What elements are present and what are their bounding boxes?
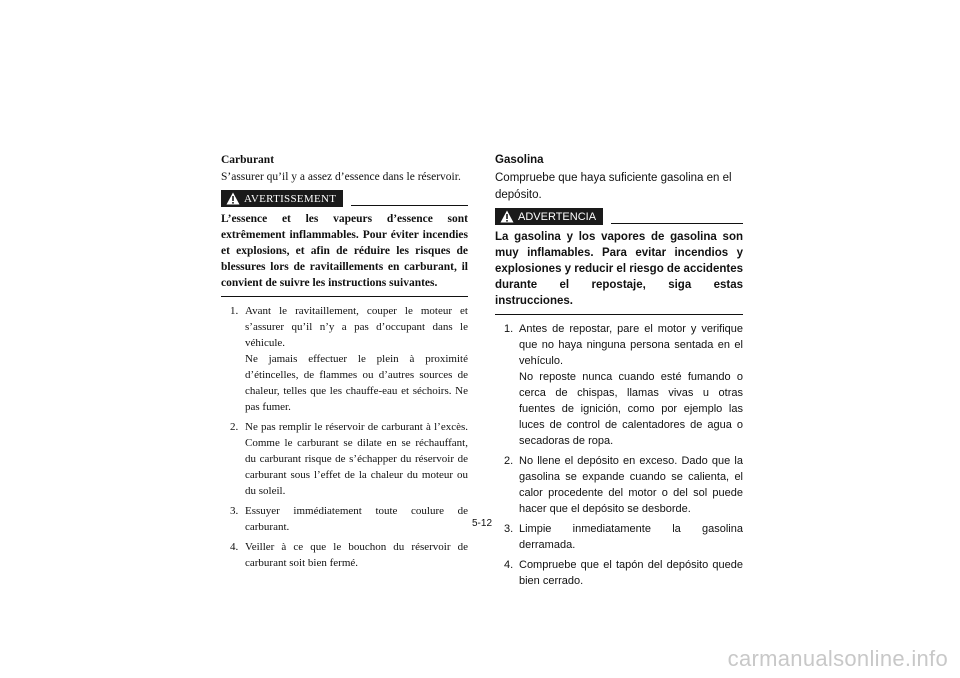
warning-rule — [611, 223, 743, 224]
warning-label: ADVERTENCIA — [518, 210, 597, 223]
list-item — [221, 303, 468, 415]
section-heading: Gasolina — [495, 154, 544, 166]
item-number: 2. — [504, 455, 514, 467]
item-number: 3. — [230, 505, 239, 517]
warning-header — [221, 190, 468, 207]
intro-text: Compruebe que haya suficiente gasolina en el depósito. — [495, 172, 732, 201]
warning-badge — [221, 190, 343, 207]
section-heading: Carburant — [221, 154, 275, 166]
item-text: Antes de repostar, pare el motor y verifique que no haya ninguna persona sentada en el vehículo. — [519, 323, 743, 367]
item-number: 4. — [504, 559, 514, 571]
item-text: Limpie inmediatamente la gasolina derramada. — [519, 523, 743, 551]
instruction-list — [495, 321, 743, 589]
spanish-column — [495, 152, 743, 593]
list-item — [221, 539, 468, 571]
item-number: 1. — [230, 305, 239, 317]
item-number: 4. — [230, 541, 239, 553]
item-text: Essuyer immédiatement toute coulure de carburant. — [245, 505, 468, 533]
warning-text: L’essence et les vapeurs d’essence sont extrêmement inflammables. Pour éviter incendies et explosions, et afin de réduire les risques de blessures lors de ravitaillements en carburant, il convient de suivre les instructions suivantes. — [221, 213, 468, 289]
item-extra-text: Ne jamais effectuer le plein à proximité d’étincelles, de flammes ou d’autres sources de chaleur, telles que les chauffe-eau et séchoirs. Ne pas fumer. — [245, 353, 468, 413]
warning-badge — [495, 208, 603, 225]
warning-triangle-icon — [226, 192, 240, 205]
item-text: Ne pas remplir le réservoir de carburant à l’excès. Comme le carburant se dilate en se réchauffant, du carburant risque de s’échapper du réservoir de carburant sous l’effet de la chaleur du moteur ou du soleil. — [245, 421, 468, 497]
list-item — [221, 503, 468, 535]
french-column — [221, 152, 468, 575]
warning-end-rule — [495, 314, 743, 315]
list-item — [221, 419, 468, 499]
intro-text: S’assurer qu’il y a assez d’essence dans le réservoir. — [221, 171, 461, 183]
list-item — [495, 453, 743, 517]
warning-end-rule — [221, 296, 468, 297]
item-text: Avant le ravitaillement, couper le moteur et s’assurer qu’il n’y a pas d’occupant dans le véhicule. — [245, 305, 468, 349]
warning-rule — [351, 205, 468, 206]
instruction-list — [221, 303, 468, 571]
item-text: No llene el depósito en exceso. Dado que la gasolina se expande cuando se calienta, el calor procedente del motor o del sol puede hacer que el depósito se desborde. — [519, 455, 743, 515]
list-item — [495, 321, 743, 449]
item-number: 3. — [504, 523, 514, 535]
watermark: carmanualsonline.info — [727, 646, 948, 671]
item-number: 1. — [504, 323, 514, 335]
warning-label: AVERTISSEMENT — [244, 192, 337, 205]
item-text: Compruebe que el tapón del depósito quede bien cerrado. — [519, 559, 743, 587]
item-extra-text: No reposte nunca cuando esté fumando o cerca de chispas, llamas vivas u otras fuentes de ignición, como por ejemplo las luces de control de calentadores de agua o secadoras de ropa. — [519, 371, 743, 447]
warning-text: La gasolina y los vapores de gasolina son muy inflamables. Para evitar incendios y explosiones y reducir el riesgo de accidentes durante el repostaje, siga estas instrucciones. — [495, 231, 743, 307]
list-item — [495, 521, 743, 553]
item-number: 2. — [230, 421, 239, 433]
list-item — [495, 557, 743, 589]
warning-triangle-icon — [500, 210, 514, 223]
item-text: Veiller à ce que le bouchon du réservoir de carburant soit bien fermé. — [245, 541, 468, 569]
page-number: 5-12 — [471, 518, 492, 529]
warning-header — [495, 208, 743, 225]
